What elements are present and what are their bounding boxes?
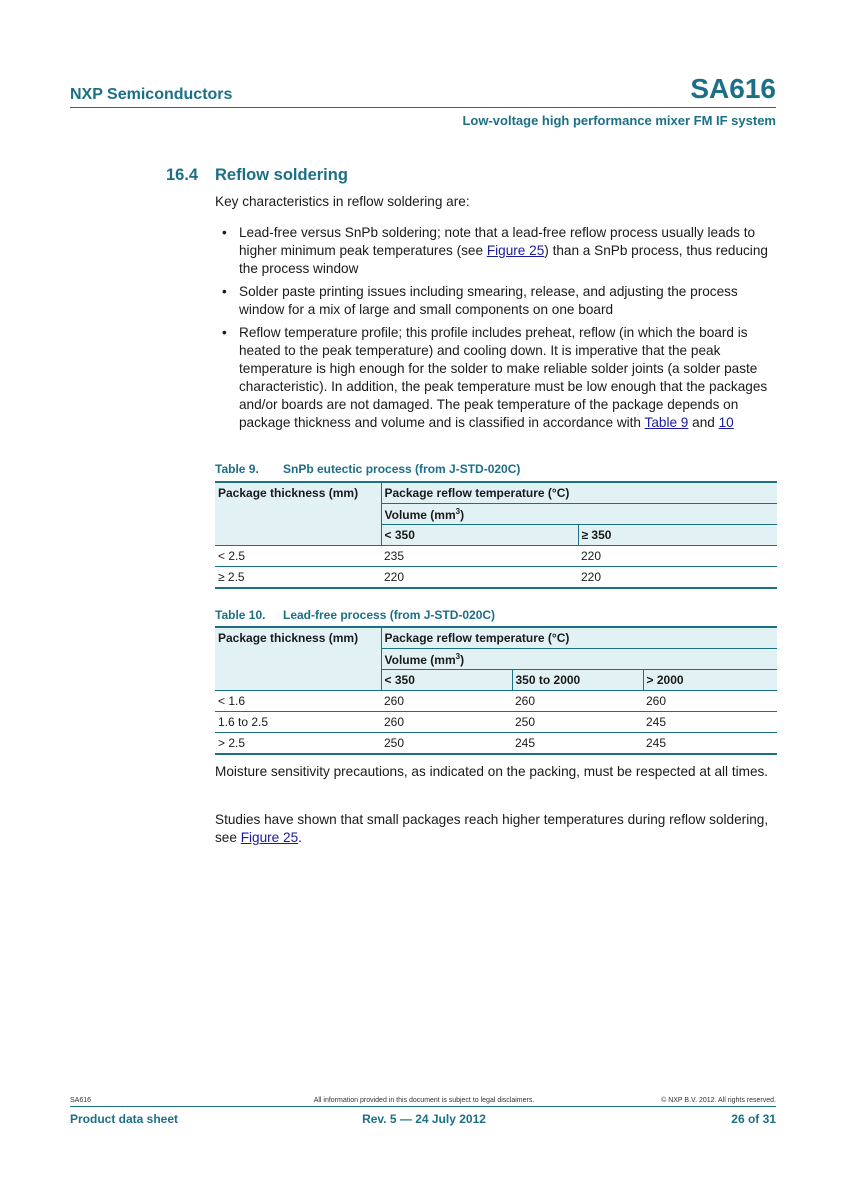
bullet-dot-icon: • [222, 325, 227, 340]
footer-copyright: © NXP B.V. 2012. All rights reserved. [661, 1097, 776, 1104]
header-reflow-temp: Package reflow temperature (°C) [381, 627, 777, 649]
table-9-link[interactable]: Table 9 [644, 415, 689, 430]
footer-disclaimer: All information provided in this document is subject to legal disclaimers. [313, 1097, 535, 1104]
table-10-caption [215, 608, 495, 622]
footer-divider [70, 1106, 776, 1107]
table-header-row [215, 627, 777, 649]
header-reflow-temp: Package reflow temperature (°C) [381, 482, 777, 504]
table-title: SnPb eutectic process (from J-STD-020C) [283, 462, 521, 476]
table-row [215, 691, 777, 712]
cell-value: 245 [643, 733, 777, 755]
cell-value: 250 [512, 712, 643, 733]
document-subtitle: Low-voltage high performance mixer FM IF system [462, 113, 776, 128]
header-volume: Volume $(mm^3)$ [381, 649, 777, 670]
cell-thickness: > 2.5 [215, 733, 381, 755]
cell-value: 260 [643, 691, 777, 712]
cell-value: 220 [381, 567, 578, 589]
cell-thickness: < 1.6 [215, 691, 381, 712]
moisture-paragraph: Moisture sensitivity precautions, as indicated on the packing, must be respected at all times. [215, 764, 769, 779]
footer-revision: Rev. 5 — 24 July 2012 [362, 1112, 486, 1126]
cell-value: 260 [381, 691, 512, 712]
header-divider [70, 107, 776, 108]
header-package-thickness: Package thickness (mm) [215, 627, 381, 691]
cell-value: 245 [512, 733, 643, 755]
cell-thickness: 1.6 to 2.5 [215, 712, 381, 733]
product-name: SA616 [690, 73, 776, 104]
footer-page-number: 26 of 31 [731, 1112, 776, 1126]
bullet-dot-icon: • [222, 284, 227, 299]
table-10 [215, 626, 777, 755]
table-number: Table 9. [215, 462, 259, 476]
bullet-item [215, 224, 780, 278]
bullet-text: Reflow temperature profile; this profile includes preheat, reflow (in which the board is heated to the peak temperature) and cooling down. It is imperative that the peak temperature is high enough for the solder to make reliable solder joints (a solder paste characteristic). In addition, the peak temperature must be low enough that the packages and/or boards are not damaged. The peak temperature of the package depends on package thickness and volume and is classified in accordance with [239, 325, 768, 430]
header-volume-range: < 350 [381, 525, 578, 546]
cell-value: 260 [512, 691, 643, 712]
table-header-row [215, 482, 777, 504]
table-row [215, 712, 777, 733]
footer-doc-type: Product data sheet [70, 1112, 179, 1126]
header-volume: Volume $(mm^3)$ [381, 504, 777, 525]
footer-doc-id: SA616 [70, 1097, 92, 1104]
table-title: Lead-free process (from J-STD-020C) [283, 608, 496, 622]
cell-value: 250 [381, 733, 512, 755]
bullet-dot-icon: • [222, 225, 227, 240]
cell-value: 235 [381, 546, 578, 567]
cell-value: 220 [578, 567, 777, 589]
header-package-thickness: Package thickness (mm) [215, 482, 381, 546]
bullet-text: ) than a SnPb process, thus reducing the process window [239, 243, 768, 276]
bullet-item [215, 324, 780, 432]
table-9 [215, 481, 777, 589]
table-number: Table 10. [215, 608, 266, 622]
bullet-text: Lead-free versus SnPb soldering; note that a lead-free reflow process usually leads to higher minimum peak temperatures (see [239, 225, 756, 258]
section-number: 16.4 [166, 166, 199, 184]
section-intro: Key characteristics in reflow soldering are: [215, 194, 470, 209]
table-row [215, 567, 777, 589]
company-name: NXP Semiconductors [70, 86, 233, 103]
bullet-item [215, 283, 780, 319]
header-volume-range: 350 to 2000 [512, 670, 643, 691]
header-volume-range: ≥ 350 [578, 525, 777, 546]
bullet-text: Solder paste printing issues including smearing, release, and adjusting the process window for a mix of large and small components on one board [239, 284, 738, 317]
table-row [215, 733, 777, 755]
table-row [215, 546, 777, 567]
bullet-text: and [688, 415, 719, 430]
figure-25-link[interactable]: Figure 25 [486, 243, 545, 258]
header-volume-range: < 350 [381, 670, 512, 691]
header-volume-range: > 2000 [643, 670, 777, 691]
figure-25-link[interactable]: Figure 25 [240, 830, 299, 845]
table-10-link[interactable]: 10 [718, 415, 734, 430]
bullet-list [215, 224, 780, 437]
cell-value: 245 [643, 712, 777, 733]
cell-thickness: ≥ 2.5 [215, 567, 381, 589]
table-9-caption [215, 462, 520, 476]
section-title: Reflow soldering [215, 166, 348, 184]
studies-paragraph: Studies have shown that small packages reach higher temperatures during reflow soldering, see Figure 25. [215, 812, 769, 845]
cell-thickness: < 2.5 [215, 546, 381, 567]
cell-value: 220 [578, 546, 777, 567]
cell-value: 260 [381, 712, 512, 733]
